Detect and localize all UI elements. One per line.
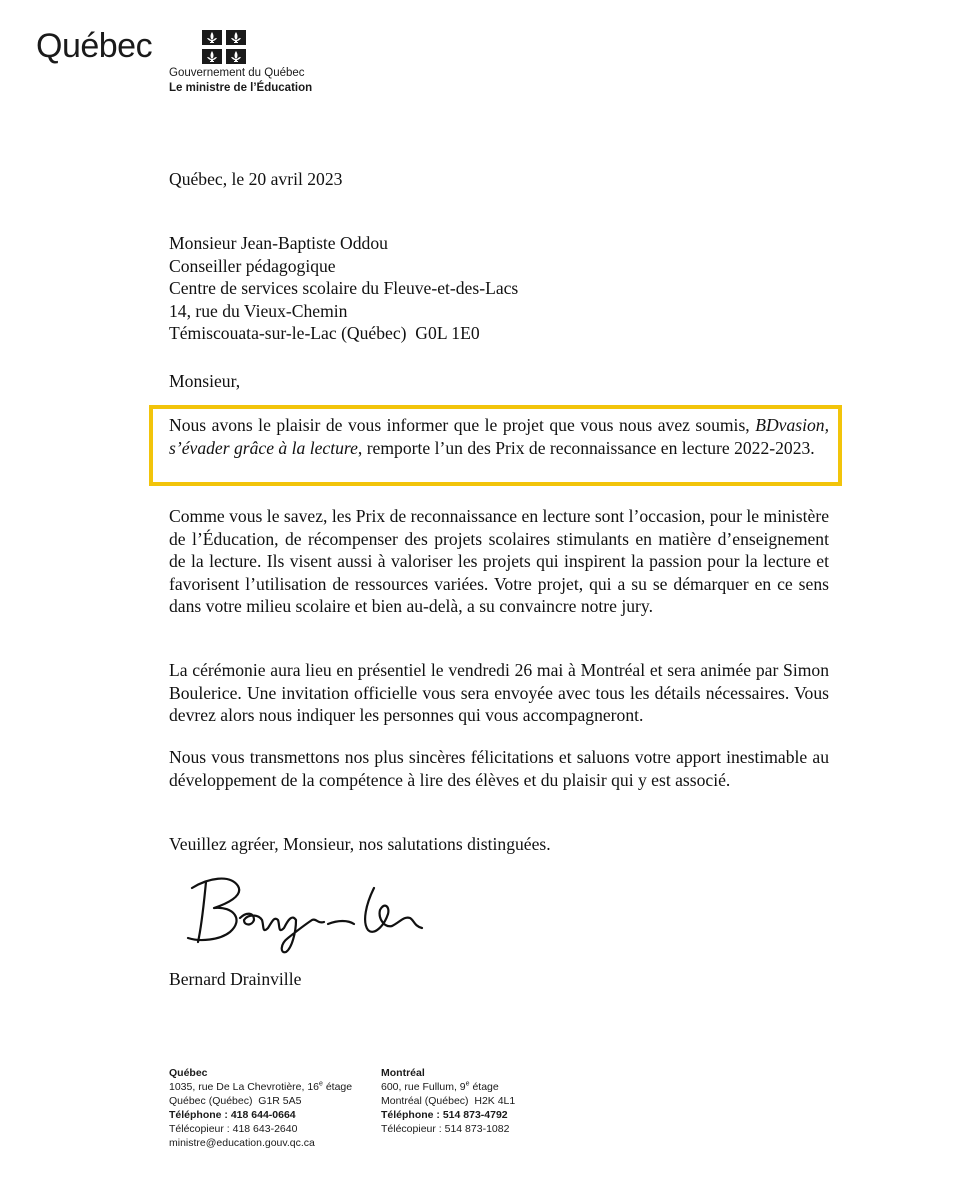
footer-quebec-phone: Téléphone : 418 644-0664: [169, 1109, 296, 1121]
p1-text-after: , remporte l’un des Prix de reconnaissance en lecture 2022-2023.: [357, 437, 815, 458]
footer-montreal-office: [381, 1066, 515, 1136]
footer-quebec-office: [169, 1066, 352, 1150]
footer-montreal-postal: Montréal (Québec) H2K 4L1: [381, 1095, 516, 1107]
paragraph-congratulations: Nous vous transmettons nos plus sincères félicitations et saluons votre apport inestimable au développement de la compétence à lire des élèves et du plaisir qui y est associé.: [169, 747, 829, 790]
recipient-title: Conseiller pédagogique: [169, 255, 336, 276]
footer-quebec-street-end: étage: [322, 1081, 353, 1093]
footer-montreal-city: Montréal: [381, 1067, 425, 1079]
footer-email-link[interactable]: ministre@education.gouv.qc.ca: [169, 1137, 315, 1149]
recipient-organization: Centre de services scolaire du Fleuve-et-des-Lacs: [169, 278, 519, 298]
recipient-address: [169, 232, 829, 345]
footer-quebec-city: Québec: [169, 1067, 208, 1079]
footer-quebec-street: [169, 1080, 352, 1094]
handwritten-signature: [178, 868, 438, 958]
p1-text-before: Nous avons le plaisir de vous informer que le projet que vous nous avez soumis,: [169, 415, 756, 435]
recipient-street: 14, rue du Vieux-Chemin: [169, 300, 348, 321]
letter-date: Québec, le 20 avril 2023: [169, 169, 343, 189]
footer-montreal-fax: Télécopieur : 514 873-1082: [381, 1123, 510, 1135]
government-label: Gouvernement du Québec: [169, 67, 305, 79]
footer-quebec-street-main: 1035, rue De La Chevrotière, 16: [169, 1081, 320, 1093]
recipient-city: Témiscouata-sur-le-Lac (Québec) G0L 1E0: [169, 323, 480, 343]
ministry-heading: [169, 66, 312, 96]
footer-quebec-fax: Télécopieur : 418 643-2640: [169, 1123, 298, 1135]
paragraph-context: Comme vous le savez, les Prix de reconnaissance en lecture sont l’occasion, pour le ministère de l’Éducation, de récompenser des projets scolaires stimulants en matière d’enseignement de la lecture. Ils visent aussi à valoriser les projets qui inspirent la passion pour la lecture et favorisent l’utilisation de ressources variées. Votre projet, qui a su se démarquer en ce sens dans votre milieu scolaire et bien au-delà, a su convaincre notre jury.: [169, 506, 829, 616]
footer-montreal-street-end: étage: [469, 1081, 499, 1093]
logo-wordmark: Québec: [36, 27, 153, 65]
paragraph-announcement: [169, 414, 829, 459]
ministry-label: Le ministre de l’Éducation: [169, 82, 313, 94]
signer-name: Bernard Drainville: [169, 969, 302, 989]
salutation: Monsieur,: [169, 371, 241, 391]
closing-line: Veuillez agréer, Monsieur, nos salutations distinguées.: [169, 834, 551, 854]
recipient-name: Monsieur Jean-Baptiste Oddou: [169, 233, 388, 253]
footer-montreal-phone: Téléphone : 514 873-4792: [381, 1109, 508, 1121]
fleur-de-lis-flag-icon: [202, 30, 246, 64]
footer-montreal-street-main: 600, rue Fullum, 9: [381, 1081, 466, 1093]
project-title: BDvasion, s’évader grâce à la lecture: [169, 415, 829, 458]
footer-quebec-street-sup: e: [319, 1080, 323, 1088]
footer-montreal-street: [381, 1080, 515, 1094]
footer-montreal-street-sup: e: [465, 1080, 470, 1088]
paragraph-ceremony: La cérémonie aura lieu en présentiel le vendredi 26 mai à Montréal et sera animée par Simon Boulerice. Une invitation officielle vous sera envoyée avec tous les détails nécessaires. Vous devrez alors nous indiquer les personnes qui vous accompagneront.: [169, 660, 829, 725]
footer-quebec-postal: Québec (Québec) G1R 5A5: [169, 1095, 302, 1107]
quebec-logo: [36, 26, 236, 70]
